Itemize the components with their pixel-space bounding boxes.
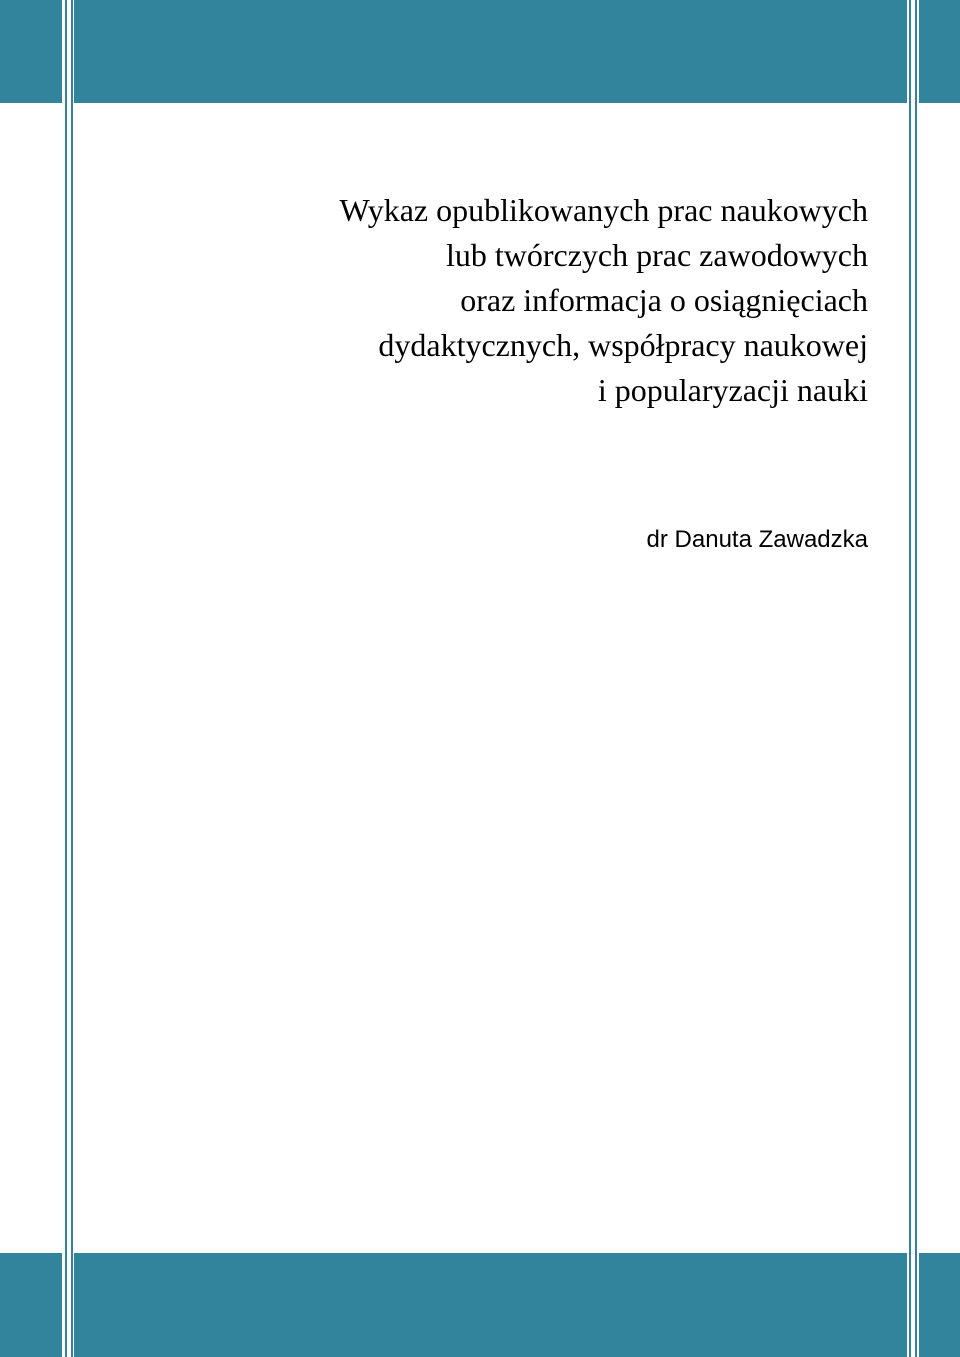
title-line-4: dydaktycznych, współpracy naukowej: [378, 327, 868, 363]
title-line-1: Wykaz opublikowanych prac naukowych: [339, 192, 868, 228]
left-frame-line-outer: [65, 0, 67, 1357]
title-line-3: oraz informacja o osiągnięciach: [460, 282, 868, 318]
right-frame-line-outer: [915, 0, 917, 1357]
bottom-color-band: [0, 1253, 960, 1357]
top-color-band: [0, 0, 960, 103]
document-title: [108, 188, 868, 413]
title-line-2: lub twórczych prac zawodowych: [445, 237, 868, 273]
left-frame-line-inner: [71, 0, 73, 1357]
right-frame-line-inner: [909, 0, 911, 1357]
author-name: dr Danuta Zawadzka: [646, 526, 868, 553]
title-line-5: i popularyzacji nauki: [597, 372, 868, 408]
